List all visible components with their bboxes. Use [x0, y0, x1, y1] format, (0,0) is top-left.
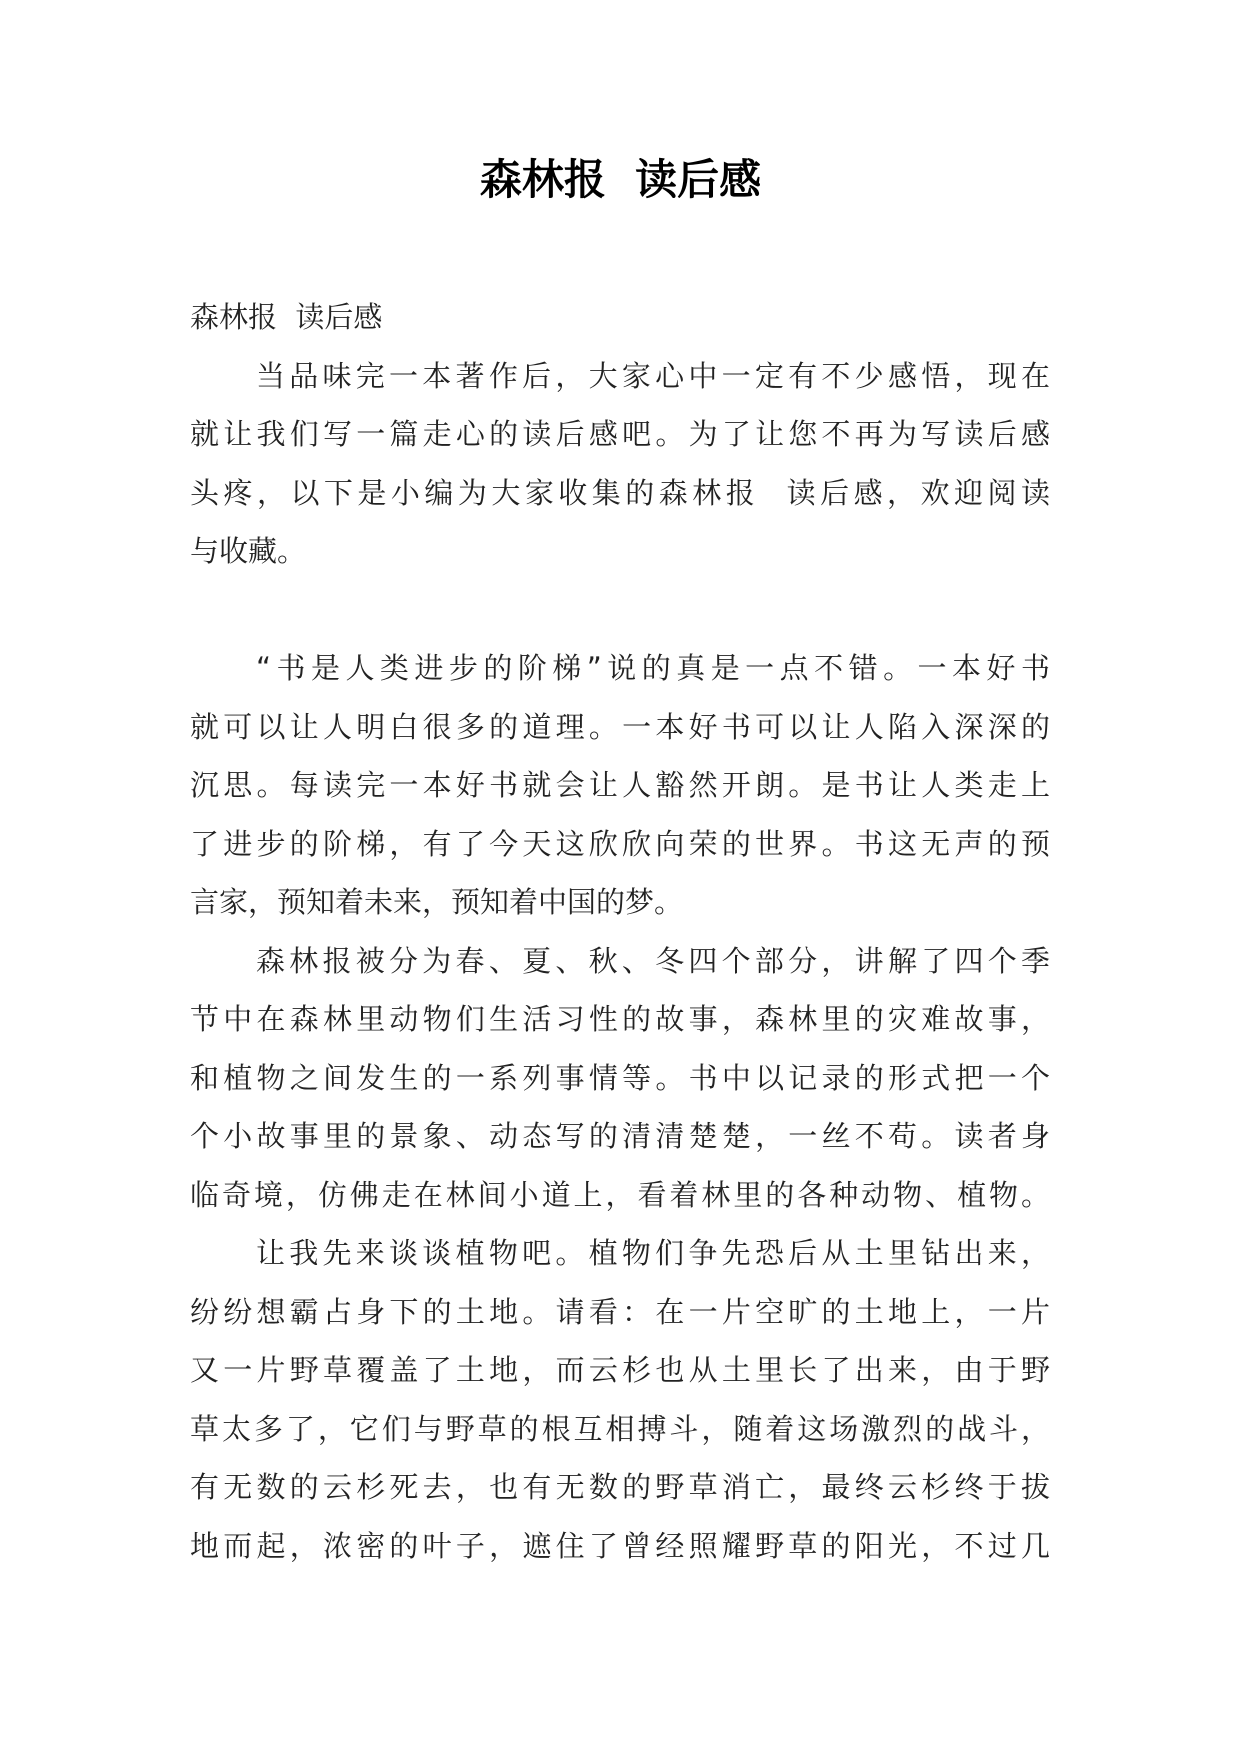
- paragraph-line: 就让我们写一篇走心的读后感吧。为了让您不再为写读后感: [190, 417, 1050, 451]
- paragraph-line: 森林报被分为春、夏、秋、冬四个部分，讲解了四个季: [256, 943, 1050, 978]
- paragraph-line: 又一片野草覆盖了土地，而云杉也从土里长了出来，由于野: [190, 1353, 1050, 1387]
- paragraph-line: 当品味完一本著作后，大家心中一定有不少感悟，现在: [256, 358, 1050, 393]
- paragraph-line: 让我先来谈谈植物吧。植物们争先恐后从土里钻出来，: [256, 1236, 1050, 1270]
- paragraph-line: 头疼，以下是小编为大家收集的森林报 读后感，欢迎阅读: [190, 475, 1050, 510]
- paragraph-line: 沉思。每读完一本好书就会让人豁然开朗。是书让人类走上: [190, 768, 1050, 802]
- paragraph-gap: [190, 581, 1050, 640]
- document-subtitle: 森林报 读后感: [190, 300, 383, 334]
- paragraph-line: 和植物之间发生的一系列事情等。书中以记录的形式把一个: [190, 1060, 1050, 1095]
- paragraph-line: 草太多了，它们与野草的根互相搏斗，随着这场激烈的战斗，: [190, 1411, 1050, 1446]
- paragraph-line: 临奇境，仿佛走在林间小道上，看着林里的各种动物、植物。: [190, 1177, 1050, 1212]
- paragraph-line: 地而起，浓密的叶子，遮住了曾经照耀野草的阳光，不过几: [190, 1528, 1050, 1563]
- paragraph-line: 了进步的阶梯，有了今天这欣欣向荣的世界。书这无声的预: [190, 826, 1050, 861]
- document-body: [190, 288, 1050, 1575]
- paragraph-line: 言家，预知着未来，预知着中国的梦。: [190, 885, 684, 919]
- paragraph-line: 个小故事里的景象、动态写的清清楚楚，一丝不苟。读者身: [190, 1119, 1050, 1153]
- paragraph-line: “书是人类进步的阶梯”说的真是一点不错。一本好书: [256, 651, 1050, 685]
- paragraph-line: 与收藏。: [190, 534, 307, 568]
- paragraph-line: 纷纷想霸占身下的土地。请看：在一片空旷的土地上，一片: [190, 1294, 1050, 1329]
- paragraph-line: 有无数的云杉死去，也有无数的野草消亡，最终云杉终于拔: [190, 1470, 1050, 1504]
- paragraph-line: 就可以让人明白很多的道理。一本好书可以让人陷入深深的: [190, 709, 1050, 744]
- document-title: 森林报 读后感: [479, 155, 762, 204]
- paragraph-line: 节中在森林里动物们生活习性的故事，森林里的灾难故事，: [190, 1002, 1050, 1036]
